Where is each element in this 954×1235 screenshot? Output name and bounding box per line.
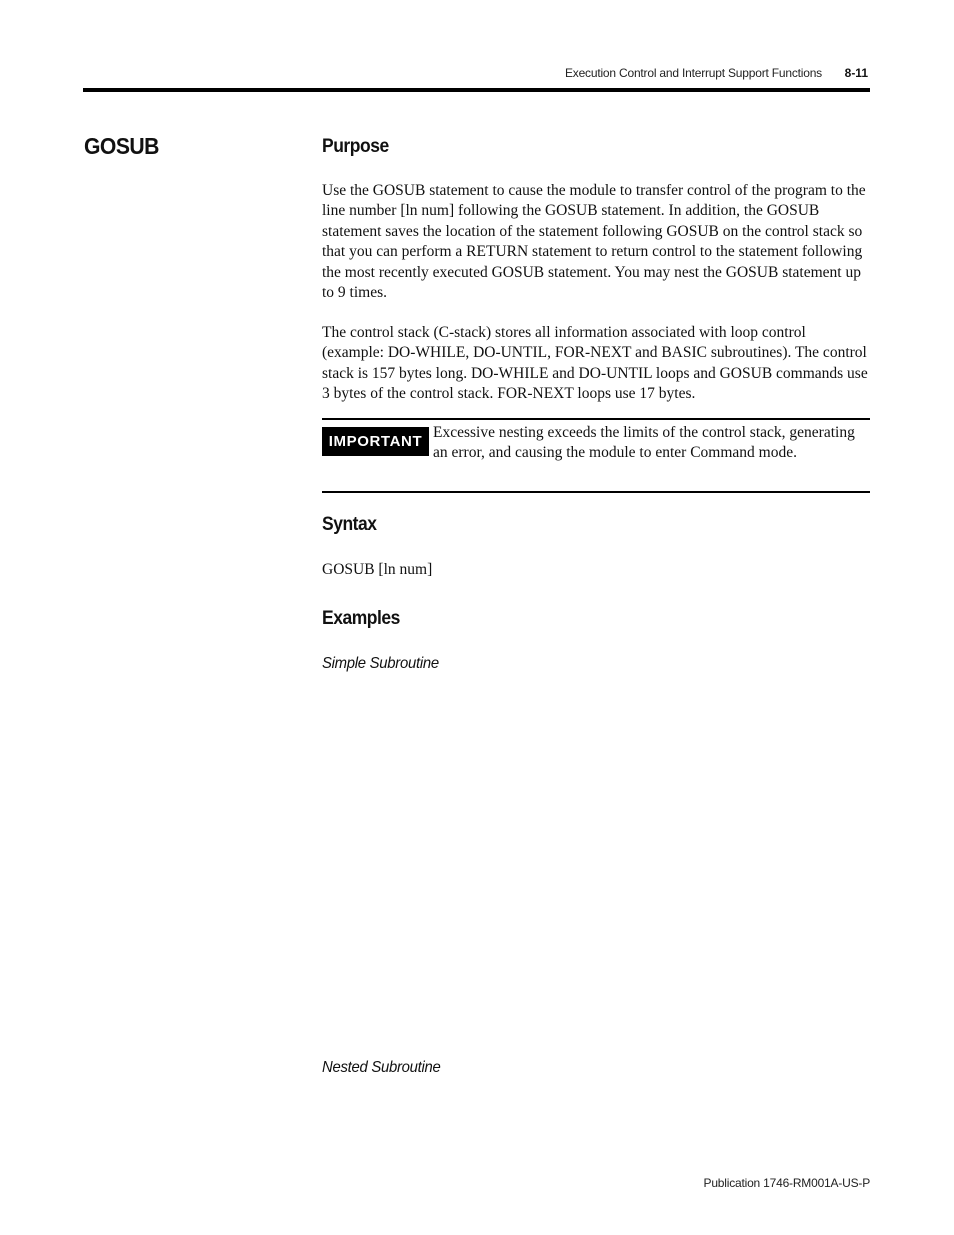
purpose-paragraph-2: The control stack (C-stack) stores all information associated with loop control (example: DO-WHILE, DO-UNTIL, FOR-NEXT and BASIC subroutines). The control stack is 157 bytes long. DO-WHILE and DO-UNTIL loops and GOSUB commands use 3 bytes of the control stack. FOR-NEXT loops use 17 bytes.: [322, 324, 868, 403]
examples-heading: Examples: [322, 608, 400, 629]
example-2-label-wrap: [322, 1059, 870, 1077]
example-1-label: Simple Subroutine: [322, 655, 439, 672]
example-1-label-wrap: [322, 655, 870, 673]
purpose-paragraph-1: Use the GOSUB statement to cause the module to transfer control of the program to the line number [ln num] following the GOSUB statement. In addition, the GOSUB statement saves the location of the statement following GOSUB on the control stack so that you can perform a RETURN statement to return control to the statement following the most recently executed GOSUB statement. You may nest the GOSUB statement up to 9 times.: [322, 182, 866, 302]
syntax-text: GOSUB [ln num]: [322, 561, 433, 578]
footer-publication: Publication 1746-RM001A-US-P: [703, 1176, 870, 1190]
purpose-heading: Purpose: [322, 136, 389, 157]
important-callout: [322, 418, 870, 493]
purpose-paragraph-2-wrap: [322, 323, 870, 405]
example-2-label: Nested Subroutine: [322, 1059, 441, 1076]
syntax-text-wrap: [322, 560, 870, 580]
syntax-heading: Syntax: [322, 514, 377, 535]
header-page-number: 8-11: [844, 66, 868, 80]
important-badge: IMPORTANT: [322, 427, 429, 456]
purpose-heading-wrap: [322, 136, 870, 158]
section-title: GOSUB: [84, 133, 159, 159]
header-chapter-title: Execution Control and Interrupt Support Functions: [564, 66, 822, 80]
purpose-paragraph-1-wrap: [322, 181, 870, 303]
header-rule: [83, 88, 870, 92]
important-text: Excessive nesting exceeds the limits of the control stack, generating an error, and causing the module to enter Command mode.: [433, 424, 855, 462]
examples-heading-wrap: [322, 608, 870, 630]
syntax-heading-wrap: [322, 514, 870, 536]
